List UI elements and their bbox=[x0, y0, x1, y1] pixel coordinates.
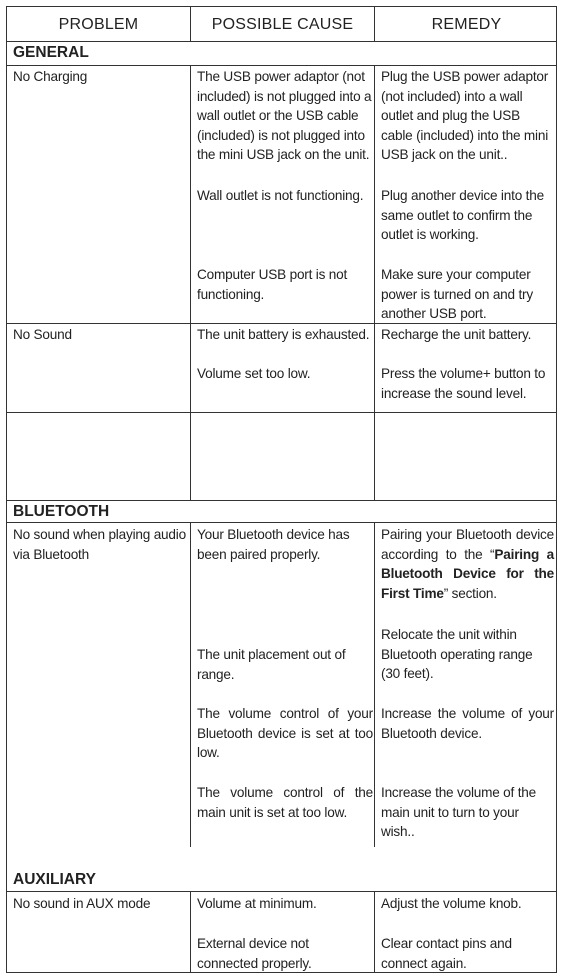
remedy-bt-pairing-text: Pairing your Bluetooth device according to the “ bbox=[381, 527, 554, 562]
remedy-test-outlet: Plug another device into the same outlet to confirm the outlet is working. bbox=[381, 188, 544, 243]
section-title-general: GENERAL bbox=[13, 44, 89, 61]
row-divider bbox=[7, 412, 556, 413]
remedy-recharge: Recharge the unit battery. bbox=[381, 327, 532, 342]
remedy-bt-pairing-section-ref: Pairing a Bluetooth Device for the First Time bbox=[381, 546, 554, 601]
cause-volume-low: Volume set too low. bbox=[197, 366, 311, 381]
problem-bluetooth-no-sound: No sound when playing audio via Bluetooth bbox=[13, 527, 186, 562]
troubleshooting-table bbox=[6, 6, 557, 973]
cause-bt-device-volume: The volume control of your Bluetooth device is set at too low. bbox=[197, 706, 373, 761]
column-divider bbox=[374, 522, 375, 847]
header-problem: PROBLEM bbox=[58, 15, 139, 33]
remedy-bt-device-volume: Increase the volume of your Bluetooth device. bbox=[381, 706, 554, 741]
remedy-plug-usb: Plug the USB power adaptor (not included) into a wall outlet and plug the USB cable (included) into the mini USB jack on the unit.. bbox=[381, 69, 549, 163]
problem-aux-no-sound: No sound in AUX mode bbox=[13, 896, 151, 911]
cause-main-unit-volume: The volume control of the main unit is set at too low. bbox=[197, 785, 373, 820]
column-divider bbox=[374, 65, 375, 501]
remedy-bt-pairing bbox=[381, 525, 554, 603]
problem-no-charging: No Charging bbox=[13, 69, 88, 84]
cause-aux-not-connected: External device not connected properly. bbox=[197, 936, 312, 971]
remedy-volume-plus: Press the volume+ button to increase the sound level. bbox=[381, 366, 546, 401]
problem-no-sound: No Sound bbox=[13, 327, 72, 342]
row-divider bbox=[7, 65, 556, 66]
remedy-bt-relocate: Relocate the unit within Bluetooth operating range (30 feet). bbox=[381, 627, 533, 682]
row-divider bbox=[7, 522, 556, 523]
column-divider bbox=[190, 65, 191, 501]
cause-bt-paired: Your Bluetooth device has been paired properly. bbox=[197, 527, 350, 562]
remedy-aux-volume-knob: Adjust the volume knob. bbox=[381, 896, 522, 911]
section-title-auxiliary: AUXILIARY bbox=[13, 871, 96, 888]
column-divider bbox=[190, 522, 191, 847]
remedy-main-unit-volume: Increase the volume of the main unit to turn to your wish.. bbox=[381, 785, 536, 840]
remedy-computer-power: Make sure your computer power is turned on and try another USB port. bbox=[381, 267, 533, 322]
cause-computer-usb: Computer USB port is not functioning. bbox=[197, 267, 348, 302]
row-divider bbox=[7, 891, 556, 892]
cause-wall-outlet: Wall outlet is not functioning. bbox=[197, 188, 364, 203]
cause-battery-exhausted: The unit battery is exhausted. bbox=[197, 327, 370, 342]
remedy-bt-pairing-suffix: ” section. bbox=[443, 585, 497, 601]
header-possible-cause: POSSIBLE CAUSE bbox=[211, 15, 354, 33]
remedy-aux-clean-pins: Clear contact pins and connect again. bbox=[381, 936, 512, 971]
column-divider bbox=[374, 891, 375, 973]
cause-bt-range: The unit placement out of range. bbox=[197, 647, 346, 682]
section-title-bluetooth: BLUETOOTH bbox=[13, 503, 110, 520]
cause-usb-not-plugged: The USB power adaptor (not included) is not plugged into a wall outlet or the USB cable (included) is not plugged into the mini USB jack on the unit. bbox=[197, 69, 372, 163]
row-divider bbox=[7, 500, 556, 501]
cause-aux-volume-min: Volume at minimum. bbox=[197, 896, 317, 911]
header-remedy: REMEDY bbox=[431, 15, 502, 33]
column-divider bbox=[190, 891, 191, 973]
